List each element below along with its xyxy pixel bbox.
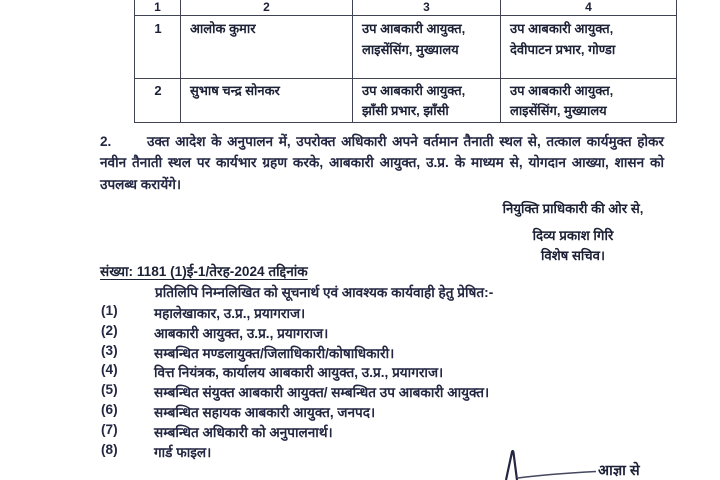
posting-line: देवीपाटन प्रभार, गोण्डा [510,42,616,57]
col-header-2: 2 [181,0,353,16]
officer-name: आलोक कुमार [181,16,353,79]
col-header-4: 4 [501,0,677,16]
reference-number: संख्या: 1181 (1)ई-1/तेरह-2024 तद्दिनांक [100,264,308,279]
posting-line: उप आबकारी आयुक्त, [362,83,466,98]
table-row [135,79,677,123]
list-item [101,303,581,323]
col-header-3: 3 [353,0,501,16]
by-order-text: आज्ञा से [598,463,640,479]
item-number: (7) [101,421,118,437]
item-text: वित्त नियंत्रक, कार्यालय आबकारी आयुक्त, उ.प्र., प्रयागराज। [154,365,444,381]
list-item [101,422,581,442]
item-number: (6) [101,401,118,417]
paragraph-number: 2. [100,134,112,149]
new-posting [501,16,677,79]
item-text: सम्बन्धित सहायक आबकारी आयुक्त, जनपद। [154,404,376,420]
item-text: गार्ड फाइल। [154,444,212,460]
on-behalf-line: नियुक्ति प्राधिकारी की ओर से, [502,201,644,216]
item-number: (3) [101,342,118,358]
item-number: (2) [101,322,118,338]
recipients-list [101,303,581,461]
copy-forward-line: प्रतिलिपि निम्नलिखित को सूचनार्थ एवं आवश्यक कार्यवाही हेतु प्रेषित:- [155,285,494,300]
posting-line: उप आबकारी आयुक्त, [510,21,614,36]
serial-number: 1 [135,16,181,79]
new-posting [501,79,677,123]
list-item [101,382,581,402]
list-item [101,402,581,422]
list-item [101,362,581,382]
bottom-signature-area [488,448,720,480]
posting-line: लाइसेंसिंग, मुख्यालय [362,42,459,57]
posting-line: झाँसी प्रभार, झाँसी [362,102,449,118]
order-paragraph [100,131,664,195]
item-number: (8) [101,441,118,457]
signature-block [478,200,668,265]
item-text: सम्बन्धित संयुक्त आबकारी आयुक्त/ सम्बन्धित उप आबकारी आयुक्त। [154,385,490,401]
list-item [101,343,581,363]
paragraph-text: उक्त आदेश के अनुपालन में, उपरोक्त अधिकारी अपने वर्तमान तैनाती स्थल से, तत्काल कार्यमुक्त होकर नवीन तैनाती स्थल पर कार्यभार ग्रहण करके, आबकारी आयुक्त, उ.प्र. के माध्यम से, योगदान आख्या, शासन को उपलब्ध करायेंगे। [100,134,664,192]
item-text: सम्बन्धित अधिकारी को अनुपालनार्थ। [154,424,333,440]
serial-number: 2 [135,79,181,123]
officer-name: सुभाष चन्द्र सोनकर [181,79,353,123]
current-posting [353,16,501,79]
item-text: महालेखाकार, उ.प्र., प्रयागराज। [154,306,306,321]
transfer-table [134,0,677,123]
item-number: (1) [101,303,118,318]
col-header-1: 1 [135,0,181,16]
item-number: (4) [101,362,118,378]
item-text: आबकारी आयुक्त, उ.प्र., प्रयागराज। [154,325,329,341]
posting-line: उप आबकारी आयुक्त, [362,21,466,36]
current-posting [353,79,501,123]
table-row [135,16,677,79]
table-header-row [135,0,677,16]
posting-line: उप आबकारी आयुक्त, [510,83,614,98]
signatory-designation: विशेष सचिव। [540,248,606,263]
list-item [101,323,581,343]
posting-line: लाइसेंसिंग, मुख्यालय [510,102,607,118]
item-number: (5) [101,382,118,398]
signatory-name: दिव्य प्रकाश गिरि [532,228,614,243]
item-text: सम्बन्धित मण्डलायुक्त/जिलाधिकारी/कोषाधिकारी। [154,345,395,361]
